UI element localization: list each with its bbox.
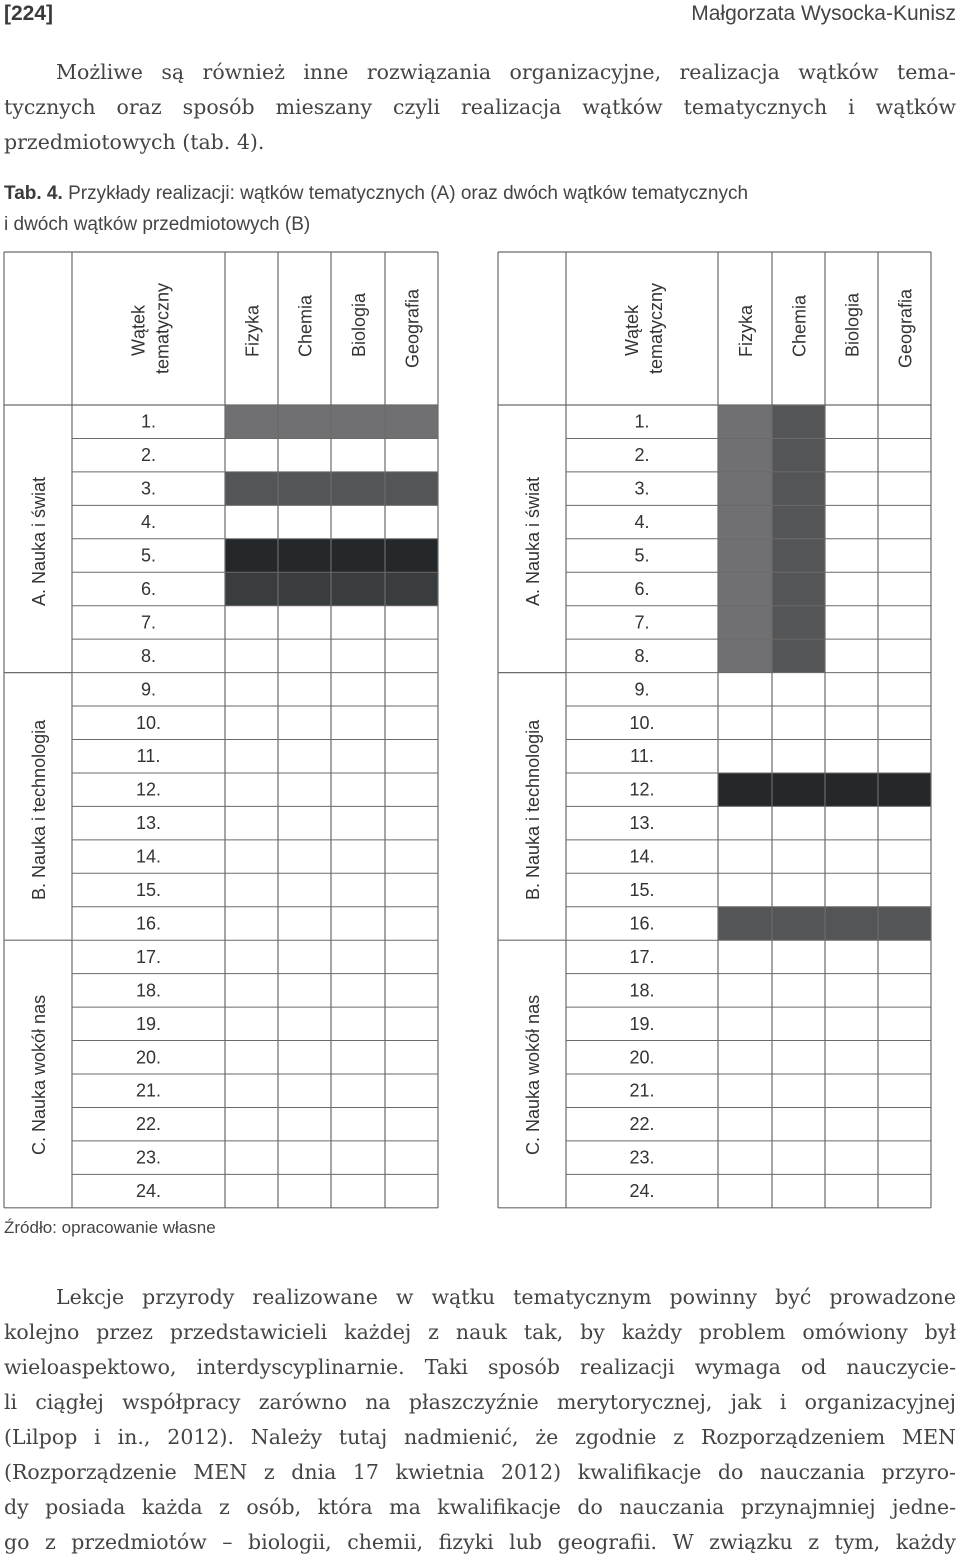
shaded-cell bbox=[385, 572, 438, 605]
row-label: 5. bbox=[634, 545, 650, 566]
row-label: 8. bbox=[634, 645, 650, 666]
row-label: 15. bbox=[135, 880, 162, 901]
row-label: 13. bbox=[629, 813, 655, 834]
source-note: Źródło: opracowanie własne bbox=[4, 1218, 216, 1237]
row-label: 20. bbox=[629, 1047, 655, 1068]
row-label: 9. bbox=[140, 679, 157, 700]
shaded-cell bbox=[331, 405, 385, 438]
shaded-cell bbox=[718, 907, 772, 940]
group-label: A. Nauka i świat bbox=[523, 476, 543, 606]
shaded-cell bbox=[385, 405, 438, 438]
column-header-biologia: Biologia bbox=[842, 292, 863, 357]
column-header-watek: tematyczny bbox=[646, 282, 666, 374]
row-label: 6. bbox=[634, 578, 650, 599]
column-header-chemia: Chemia bbox=[789, 294, 810, 357]
shaded-cell bbox=[878, 907, 931, 940]
row-label: 13. bbox=[135, 813, 162, 834]
group-label: B. Nauka i technologia bbox=[523, 719, 543, 900]
row-label: 17. bbox=[629, 946, 655, 967]
shaded-cell bbox=[385, 539, 438, 572]
row-label: 10. bbox=[629, 712, 655, 733]
column-header-watek: Wątek bbox=[128, 304, 149, 356]
body-line: go z przedmiotów – biologii, chemii, fizyki lub geografii. W związku z tym, każdy bbox=[4, 1530, 956, 1554]
row-label: 24. bbox=[135, 1181, 162, 1202]
row-label: 11. bbox=[630, 746, 654, 767]
shaded-cell bbox=[772, 773, 825, 806]
row-label: 4. bbox=[634, 512, 650, 533]
shaded-cell bbox=[225, 472, 278, 505]
shaded-cell bbox=[878, 773, 931, 806]
row-label: 7. bbox=[140, 612, 157, 633]
table-label: Tab. 4. bbox=[4, 183, 63, 204]
row-label: 10. bbox=[135, 712, 162, 733]
row-label: 24. bbox=[629, 1181, 655, 1202]
row-label: 4. bbox=[140, 512, 157, 533]
row-label: 19. bbox=[135, 1013, 162, 1034]
row-label: 3. bbox=[634, 478, 650, 499]
shaded-cell bbox=[825, 907, 878, 940]
shaded-cell bbox=[331, 539, 385, 572]
row-label: 12. bbox=[135, 779, 162, 800]
table-panel-a bbox=[4, 252, 438, 1208]
row-label: 23. bbox=[135, 1147, 162, 1168]
intro-line: przedmiotowych (tab. 4). bbox=[4, 130, 265, 154]
shaded-cell bbox=[772, 907, 825, 940]
body-paragraph bbox=[4, 1280, 956, 1560]
shaded-cell bbox=[385, 472, 438, 505]
column-header-watek: Wątek bbox=[622, 304, 642, 356]
row-label: 15. bbox=[629, 880, 655, 901]
row-label: 6. bbox=[140, 578, 157, 599]
table-caption-text: Przykłady realizacji: wątków tematycznych (A) oraz dwóch wątków tematycznych bbox=[68, 183, 749, 204]
shaded-cell bbox=[278, 472, 331, 505]
row-label: 22. bbox=[629, 1114, 655, 1135]
body-line: (Lilpop i in., 2012). Należy tutaj nadmienić, że zgodnie z Rozporządzeniem MEN bbox=[4, 1425, 956, 1449]
row-label: 1. bbox=[634, 411, 650, 432]
row-label: 23. bbox=[629, 1147, 655, 1168]
row-label: 19. bbox=[629, 1013, 655, 1034]
shaded-cell bbox=[225, 539, 278, 572]
body-line: (Rozporządzenie MEN z dnia 17 kwietnia 2012) kwalifikacje do nauczania przyro- bbox=[4, 1460, 956, 1484]
row-label: 17. bbox=[135, 946, 162, 967]
row-label: 21. bbox=[629, 1080, 655, 1101]
body-line: Lekcje przyrody realizowane w wątku tematycznym powinny być prowadzone bbox=[56, 1285, 956, 1309]
column-header-geografia: Geografia bbox=[402, 288, 423, 368]
shaded-cell bbox=[331, 572, 385, 605]
column-header-watek: tematyczny bbox=[152, 282, 173, 374]
shaded-cell bbox=[331, 472, 385, 505]
shaded-cell bbox=[718, 773, 772, 806]
group-label: C. Nauka wokół nas bbox=[29, 994, 49, 1155]
shaded-cell bbox=[225, 572, 278, 605]
body-line: wieloaspektowo, interdyscyplinarnie. Taki sposób realizacji wymaga od nauczycie- bbox=[4, 1355, 956, 1379]
table-caption-line-2: i dwóch wątków przedmiotowych (B) bbox=[4, 214, 311, 235]
column-header-fizyka: Fizyka bbox=[242, 304, 263, 357]
row-label: 9. bbox=[634, 679, 650, 700]
shaded-cell bbox=[225, 405, 278, 438]
group-label: A. Nauka i świat bbox=[29, 476, 49, 606]
body-line: dy posiada każda z osób, która ma kwalifikacje do nauczania przynajmniej jedne- bbox=[4, 1495, 956, 1519]
row-label: 1. bbox=[140, 411, 157, 432]
row-label: 18. bbox=[629, 980, 655, 1001]
group-label: B. Nauka i technologia bbox=[29, 719, 49, 900]
group-label: C. Nauka wokół nas bbox=[523, 994, 543, 1155]
row-label: 2. bbox=[634, 445, 650, 466]
row-label: 16. bbox=[135, 913, 162, 934]
column-header-fizyka: Fizyka bbox=[736, 304, 756, 357]
row-label: 5. bbox=[140, 545, 157, 566]
author-name: Małgorzata Wysocka-Kunisz bbox=[691, 2, 956, 25]
row-label: 2. bbox=[140, 445, 157, 466]
table-panel-b bbox=[498, 252, 931, 1208]
intro-line: tycznych oraz sposób mieszany czyli realizacja wątków tematycznych i wątków bbox=[4, 95, 956, 119]
row-label: 14. bbox=[135, 846, 162, 867]
row-label: 14. bbox=[629, 846, 655, 867]
column-header-geografia: Geografia bbox=[895, 288, 916, 368]
column-header-chemia: Chemia bbox=[295, 294, 316, 357]
row-label: 8. bbox=[140, 645, 157, 666]
shaded-cell bbox=[278, 539, 331, 572]
shaded-cell bbox=[825, 773, 878, 806]
row-label: 21. bbox=[135, 1080, 162, 1101]
row-label: 7. bbox=[634, 612, 650, 633]
shaded-cell bbox=[278, 572, 331, 605]
page-number: [224] bbox=[4, 2, 54, 25]
row-label: 11. bbox=[136, 746, 161, 767]
row-label: 12. bbox=[629, 779, 655, 800]
body-line: kolejno przez przedstawicieli każdej z nauk tak, by każdy problem omówiony był bbox=[4, 1320, 956, 1344]
row-label: 3. bbox=[140, 478, 157, 499]
shaded-cell bbox=[278, 405, 331, 438]
row-label: 20. bbox=[135, 1047, 162, 1068]
row-label: 18. bbox=[135, 980, 162, 1001]
row-label: 22. bbox=[135, 1114, 162, 1135]
row-label: 16. bbox=[629, 913, 655, 934]
intro-line: Możliwe są również inne rozwiązania organizacyjne, realizacja wątków tema- bbox=[56, 60, 956, 84]
column-header-biologia: Biologia bbox=[349, 292, 369, 357]
body-line: li ciągłej współpracy zarówno na płaszczyźnie merytorycznej, jak i organizacyjnej bbox=[4, 1390, 956, 1414]
